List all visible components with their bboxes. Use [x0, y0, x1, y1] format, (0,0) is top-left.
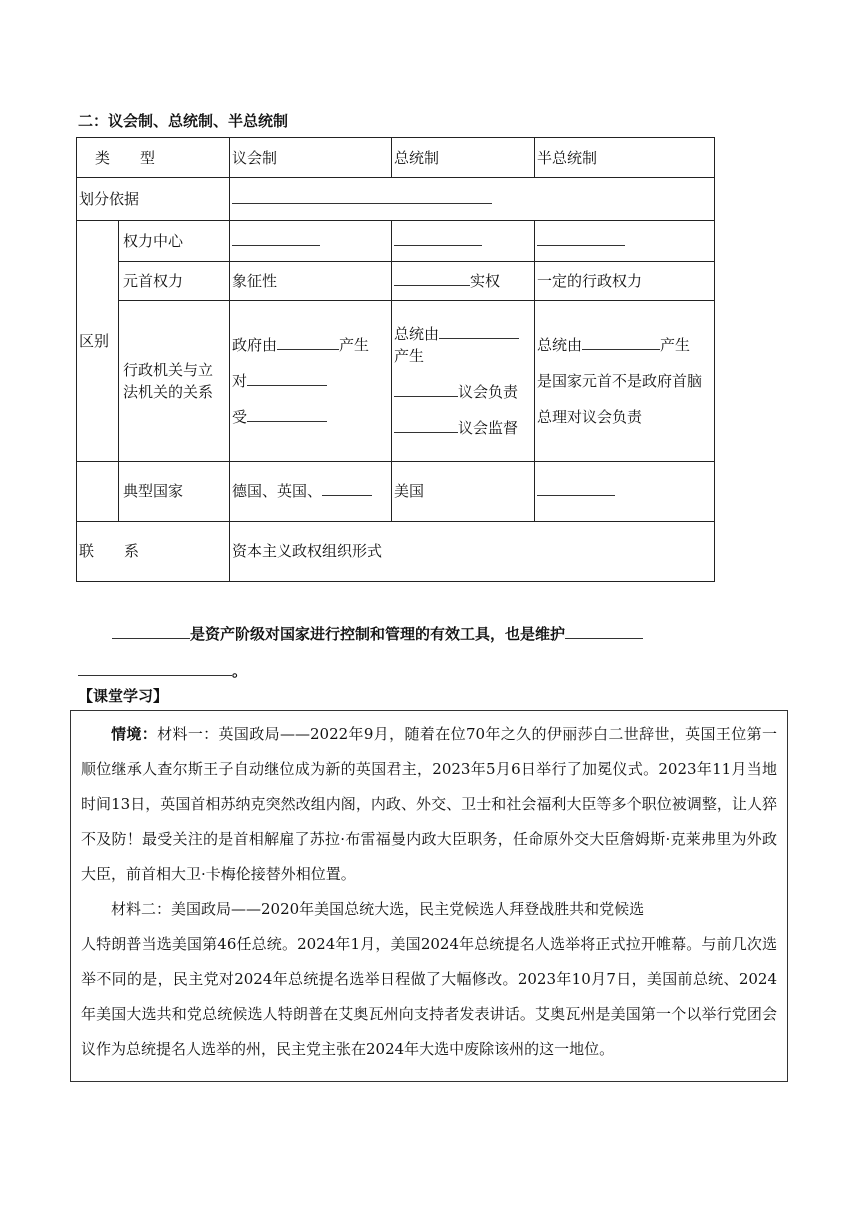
summary-end: 。: [232, 662, 248, 680]
scenario-paragraph-2b: 人特朗普当选美国第46任总统。2024年1月，美国2024年总统提名人选举将正式拉开帷幕。与前几次选举不同的是，民主党对2024年总统提名选举日程做了大幅修改。2023年10月7日，美国前总统、2024年美国大选共和党总统候选人特朗普在艾奥瓦州向支持者发表讲话。艾奥瓦州是美国第一个以举行党团会议作为总统提名人选举的州，民主党主张在2024年大选中废除该州的这一地位。: [81, 935, 777, 1058]
material-one: 材料一：英国政局——2022年9月，随着在位70年之久的伊丽莎白二世辞世，英国王位第一顺位继承人查尔斯王子自动继位成为新的英国君主，2023年5月6日举行了加冕仪式。2023年11月当地时间13日，英国首相苏纳克突然改组内阁，内政、外交、卫士和社会福利大臣等多个职位被调整，让人猝不及防！最受关注的是首相解雇了苏拉·布雷福曼内政大臣职务，任命原外交大臣詹姆斯·克莱弗里为外政大臣，前首相大卫·卡梅伦接替外相位置。: [81, 725, 777, 883]
blank-cell: [230, 221, 392, 262]
section-title: 二：议会制、总统制、半总统制: [78, 112, 289, 130]
link-label: 联 系: [77, 521, 230, 581]
link-value: 资本主义政权组织形式: [230, 521, 715, 581]
pres-head-power: 实权: [470, 272, 501, 291]
basis-blank-cell: [230, 178, 715, 221]
parl-relation-3: 受: [232, 408, 248, 426]
pres-typical: 美国: [392, 461, 535, 521]
blank-cell: [535, 221, 715, 262]
fill-blank[interactable]: [582, 334, 660, 350]
parl-typical: 德国、英国、: [232, 482, 323, 501]
parl-relation-1: 政府由: [232, 336, 278, 354]
parl-relation-2: 对: [232, 372, 248, 390]
fill-blank[interactable]: [277, 334, 339, 350]
semi-relation-cell: [535, 301, 715, 461]
summary-paragraph: [112, 623, 712, 644]
semi-relation-2: 是国家元首不是政府首脑: [537, 372, 703, 390]
fill-blank[interactable]: [537, 230, 625, 246]
typical-label: 典型国家: [119, 461, 230, 521]
table-row: [77, 138, 715, 178]
fill-blank[interactable]: [439, 323, 519, 339]
header-semi-presidential: 半总统制: [535, 138, 715, 178]
fill-blank[interactable]: [232, 188, 492, 204]
comparison-table: [76, 137, 715, 582]
summary-paragraph-end: [78, 660, 247, 681]
fill-blank[interactable]: [394, 270, 470, 286]
pres-relation-cell: [392, 301, 535, 461]
fill-blank[interactable]: [394, 230, 482, 246]
semi-head-power: 一定的行政权力: [535, 262, 715, 301]
pres-relation-2: 议会负责: [458, 383, 519, 401]
lesson-heading: 【课堂学习】: [78, 687, 169, 705]
table-row: [77, 301, 715, 461]
header-parliamentary: 议会制: [230, 138, 392, 178]
exec-leg-label: 行政机关与立法机关的关系: [119, 301, 230, 461]
semi-typical-cell: [535, 461, 715, 521]
power-center-label: 权力中心: [119, 221, 230, 262]
fill-blank[interactable]: [78, 660, 232, 676]
header-presidential: 总统制: [392, 138, 535, 178]
fill-blank[interactable]: [232, 230, 320, 246]
summary-text: 是资产阶级对国家进行控制和管理的有效工具，也是维护: [190, 625, 566, 643]
table-row: [77, 262, 715, 301]
basis-label: 划分依据: [77, 178, 230, 221]
table-row: [77, 221, 715, 262]
head-power-label: 元首权力: [119, 262, 230, 301]
parl-head-power: 象征性: [230, 262, 392, 301]
scenario-box: [70, 710, 788, 1082]
parl-relation-1-suffix: 产生: [339, 336, 370, 354]
fill-blank[interactable]: [112, 623, 190, 639]
empty-cell: [77, 461, 119, 521]
header-type: 类 型: [77, 138, 230, 178]
fill-blank[interactable]: [247, 370, 327, 386]
parl-relation-cell: [230, 301, 392, 461]
fill-blank[interactable]: [394, 381, 458, 397]
pres-relation-3: 议会监督: [458, 419, 519, 437]
pres-relation-1: 总统由: [394, 325, 440, 343]
fill-blank[interactable]: [565, 623, 643, 639]
scenario-label: 情境：: [111, 725, 158, 743]
blank-cell: [392, 221, 535, 262]
fill-blank[interactable]: [247, 406, 327, 422]
table-row: [77, 178, 715, 221]
pres-relation-1-suffix: 产生: [394, 347, 425, 365]
pres-head-power-cell: [392, 262, 535, 301]
semi-relation-1: 总统由: [537, 336, 583, 354]
table-row: [77, 461, 715, 521]
parl-typical-cell: [230, 461, 392, 521]
fill-blank[interactable]: [394, 417, 458, 433]
scenario-paragraph-1: [81, 717, 777, 892]
scenario-paragraph-2a: 材料二：美国政局——2020年美国总统大选，民主党候选人拜登战胜共和党候选: [111, 900, 645, 918]
semi-relation-1-suffix: 产生: [660, 336, 691, 354]
fill-blank[interactable]: [322, 480, 372, 496]
diff-label: 区别: [77, 221, 119, 462]
fill-blank[interactable]: [537, 480, 615, 496]
semi-relation-3: 总理对议会负责: [537, 408, 643, 426]
table-row: [77, 521, 715, 581]
